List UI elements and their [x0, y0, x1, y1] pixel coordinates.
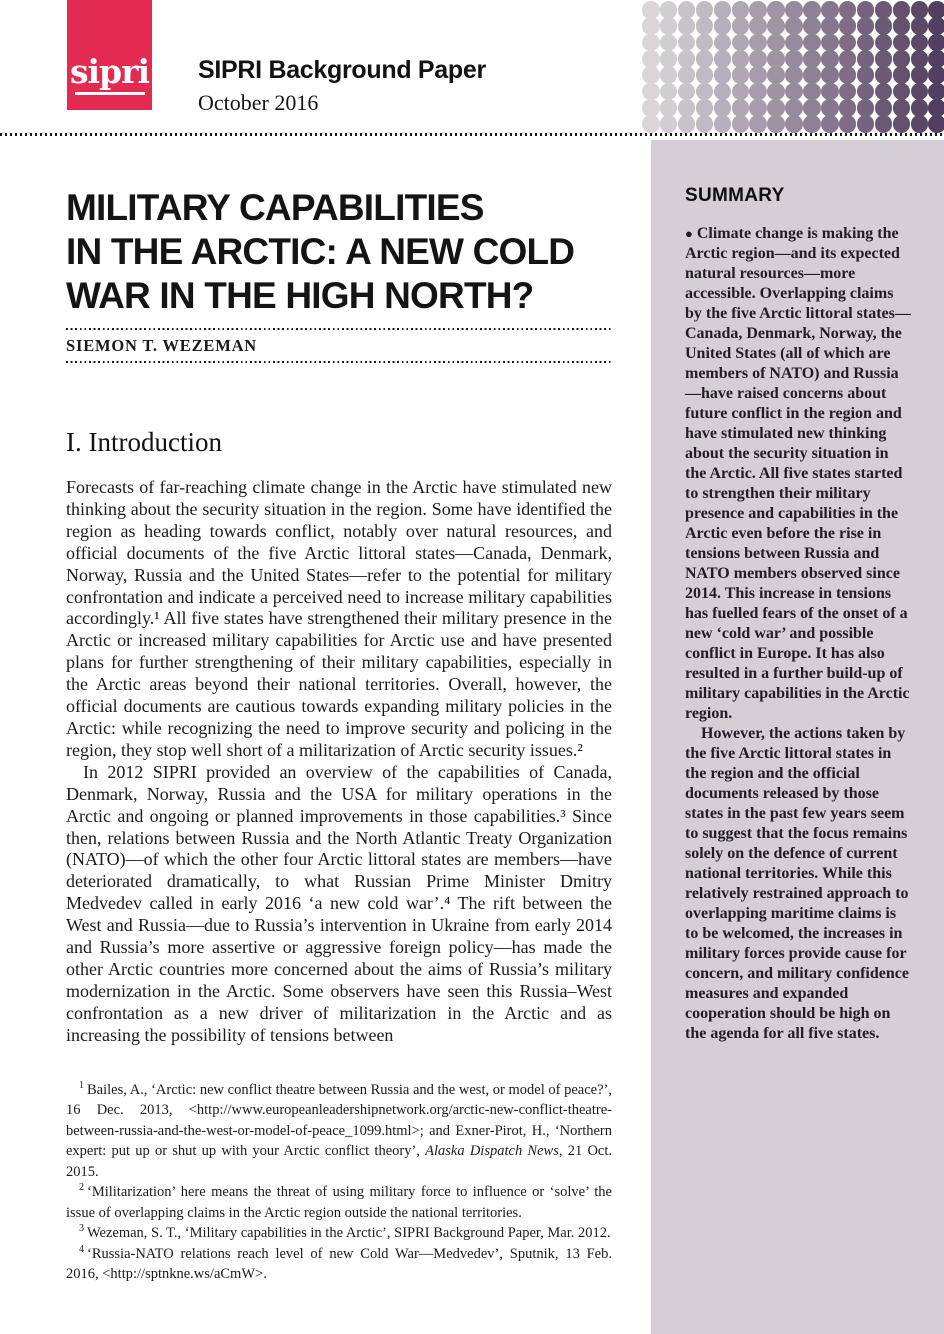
dot-pattern	[642, 1, 944, 134]
footnote	[66, 1244, 612, 1285]
article-column	[66, 186, 612, 1285]
author-name: SIEMON T. WEZEMAN	[66, 336, 258, 355]
footnote-text: , 21 Oct. 2015.	[66, 1143, 613, 1180]
bullet-icon: ●	[685, 226, 693, 241]
publication-title: SIPRI Background Paper	[198, 56, 486, 84]
page-title-line: MILITARY CAPABILITIES	[66, 187, 484, 228]
page-title-line: IN THE ARCTIC: A NEW COLD	[66, 231, 575, 272]
footnote-marker: 4	[79, 1243, 84, 1255]
sipri-logo	[67, 0, 152, 110]
page-title	[66, 186, 612, 318]
body-paragraph: In 2012 SIPRI provided an overview of the capabilities of Canada, Denmark, Norway, Russia and the USA for military operations in the Arctic and ongoing or planned improvements in those capabilities.³ Since then, relations between Russia and the North Atlantic Treaty Organization (NATO)—of which the other four Arctic littoral states are members—have deteriorated dramatically, to what Russian Prime Minister Dmitry Medvedev called in early 2016 ‘a new cold war’.⁴ The rift between the West and Russia—due to Russia’s intervention in Ukraine from early 2014 and Russia’s more assertive or aggressive foreign policy—has made the other Arctic countries more concerned about the aims of Russia’s military modernization in the Arctic. Some observers have seen this Russia–West confrontation as a new driver of militarization in the Arctic and as increasing the possibility of tensions between	[66, 761, 612, 1045]
footnote-text: ‘Russia-NATO relations reach level of new Cold War—Medvedev’, Sputnik, 13 Feb. 2016, <http://sptnkne.ws/aCmW>.	[66, 1245, 612, 1283]
summary-sidebar	[651, 140, 944, 1334]
author-rule-bottom	[66, 361, 612, 363]
footnotes	[66, 1080, 612, 1285]
footnote-marker: 2	[79, 1182, 84, 1194]
author-block	[66, 328, 612, 363]
page-title-line: WAR IN THE HIGH NORTH?	[66, 275, 534, 316]
masthead-dotted-rule	[0, 133, 944, 136]
footnote	[66, 1182, 612, 1223]
footnote	[66, 1223, 612, 1244]
body-copy	[66, 477, 612, 1047]
publication-date: October 2016	[198, 90, 319, 115]
footnote-text: Bailes, A., ‘Arctic: new conflict theatre between Russia and the west, or model of peace?’, 16 Dec. 2013, <http://www.europeanleadershipnetwork.org/arctic-new-conflict-theatre-between-russia-and-the-west-or-model-of-peace_1099.html>; and Exner-Pirot, H., ‘Northern expert: put up or shut up with your Arctic conflict theory’,	[66, 1081, 612, 1160]
footnote-text: ‘Militarization’ here means the threat of using military force to influence or ‘solve’ the issue of overlapping claims in the Arctic region outside the national territories.	[66, 1184, 612, 1221]
footnote	[66, 1080, 612, 1183]
body-paragraph: Forecasts of far-reaching climate change in the Arctic have stimulated new thinking about the security situation in the region. Some have identified the region as heading towards conflict, notably over natural resources, and official documents of the five Arctic littoral states—Canada, Denmark, Norway, Russia and the United States—refer to the potential for military confrontation and indicate a perceived need to increase military capabilities accordingly.¹ All five states have strengthened their military presence in the Arctic or increased military capabilities for Arctic use and have presented plans for further strengthening of their military capabilities, especially in the Arctic areas beyond their national territories. Overall, however, the official documents are cautious towards expanding military policies in the Arctic: while recognizing the need to improve security and policing in the region, they stop well short of a militarization of Arctic security issues.²	[66, 477, 612, 760]
summary-paragraph-text: Climate change is making the Arctic region—and its expected natural resources—more accessible. Overlapping claims by the five Arctic littoral states—Canada, Denmark, Norway, the United States (all of which are members of NATO) and Russia—have raised concerns about future conflict in the region and have stimulated new thinking about the security situation in the Arctic. All five states started to strengthen their military presence and capabilities in the Arctic even before the rise in tensions between Russia and NATO members observed since 2014. This increase in tensions has fuelled fears of the onset of a new ‘cold war’ and possible conflict in Europe. It has also resulted in a further build-up of military capabilities in the Arctic region.	[685, 225, 911, 722]
sipri-logo-text: sipri	[69, 52, 150, 91]
summary-heading: SUMMARY	[685, 185, 785, 206]
sipri-logo-underline	[75, 92, 145, 95]
footnote-text: Wezeman, S. T., ‘Military capabilities in the Arctic’, SIPRI Background Paper, Mar. 2012.	[87, 1225, 611, 1242]
footnote-marker: 3	[79, 1223, 84, 1235]
footnote-marker: 1	[79, 1079, 84, 1091]
summary-paragraph	[685, 224, 911, 724]
summary-paragraph: However, the actions taken by the five Arctic littoral states in the region and the official documents released by those states in the past few years seem to suggest that the focus remains solely on the defence of current national territories. While this relatively restrained approach to overlapping maritime claims is to be welcomed, the increases in military forces provide cause for concern, and military confidence measures and expanded cooperation should be high on the agenda for all five states.	[685, 725, 909, 1042]
section-heading: I. Introduction	[66, 427, 222, 457]
footnote-italic-text: Alaska Dispatch News	[425, 1143, 559, 1160]
